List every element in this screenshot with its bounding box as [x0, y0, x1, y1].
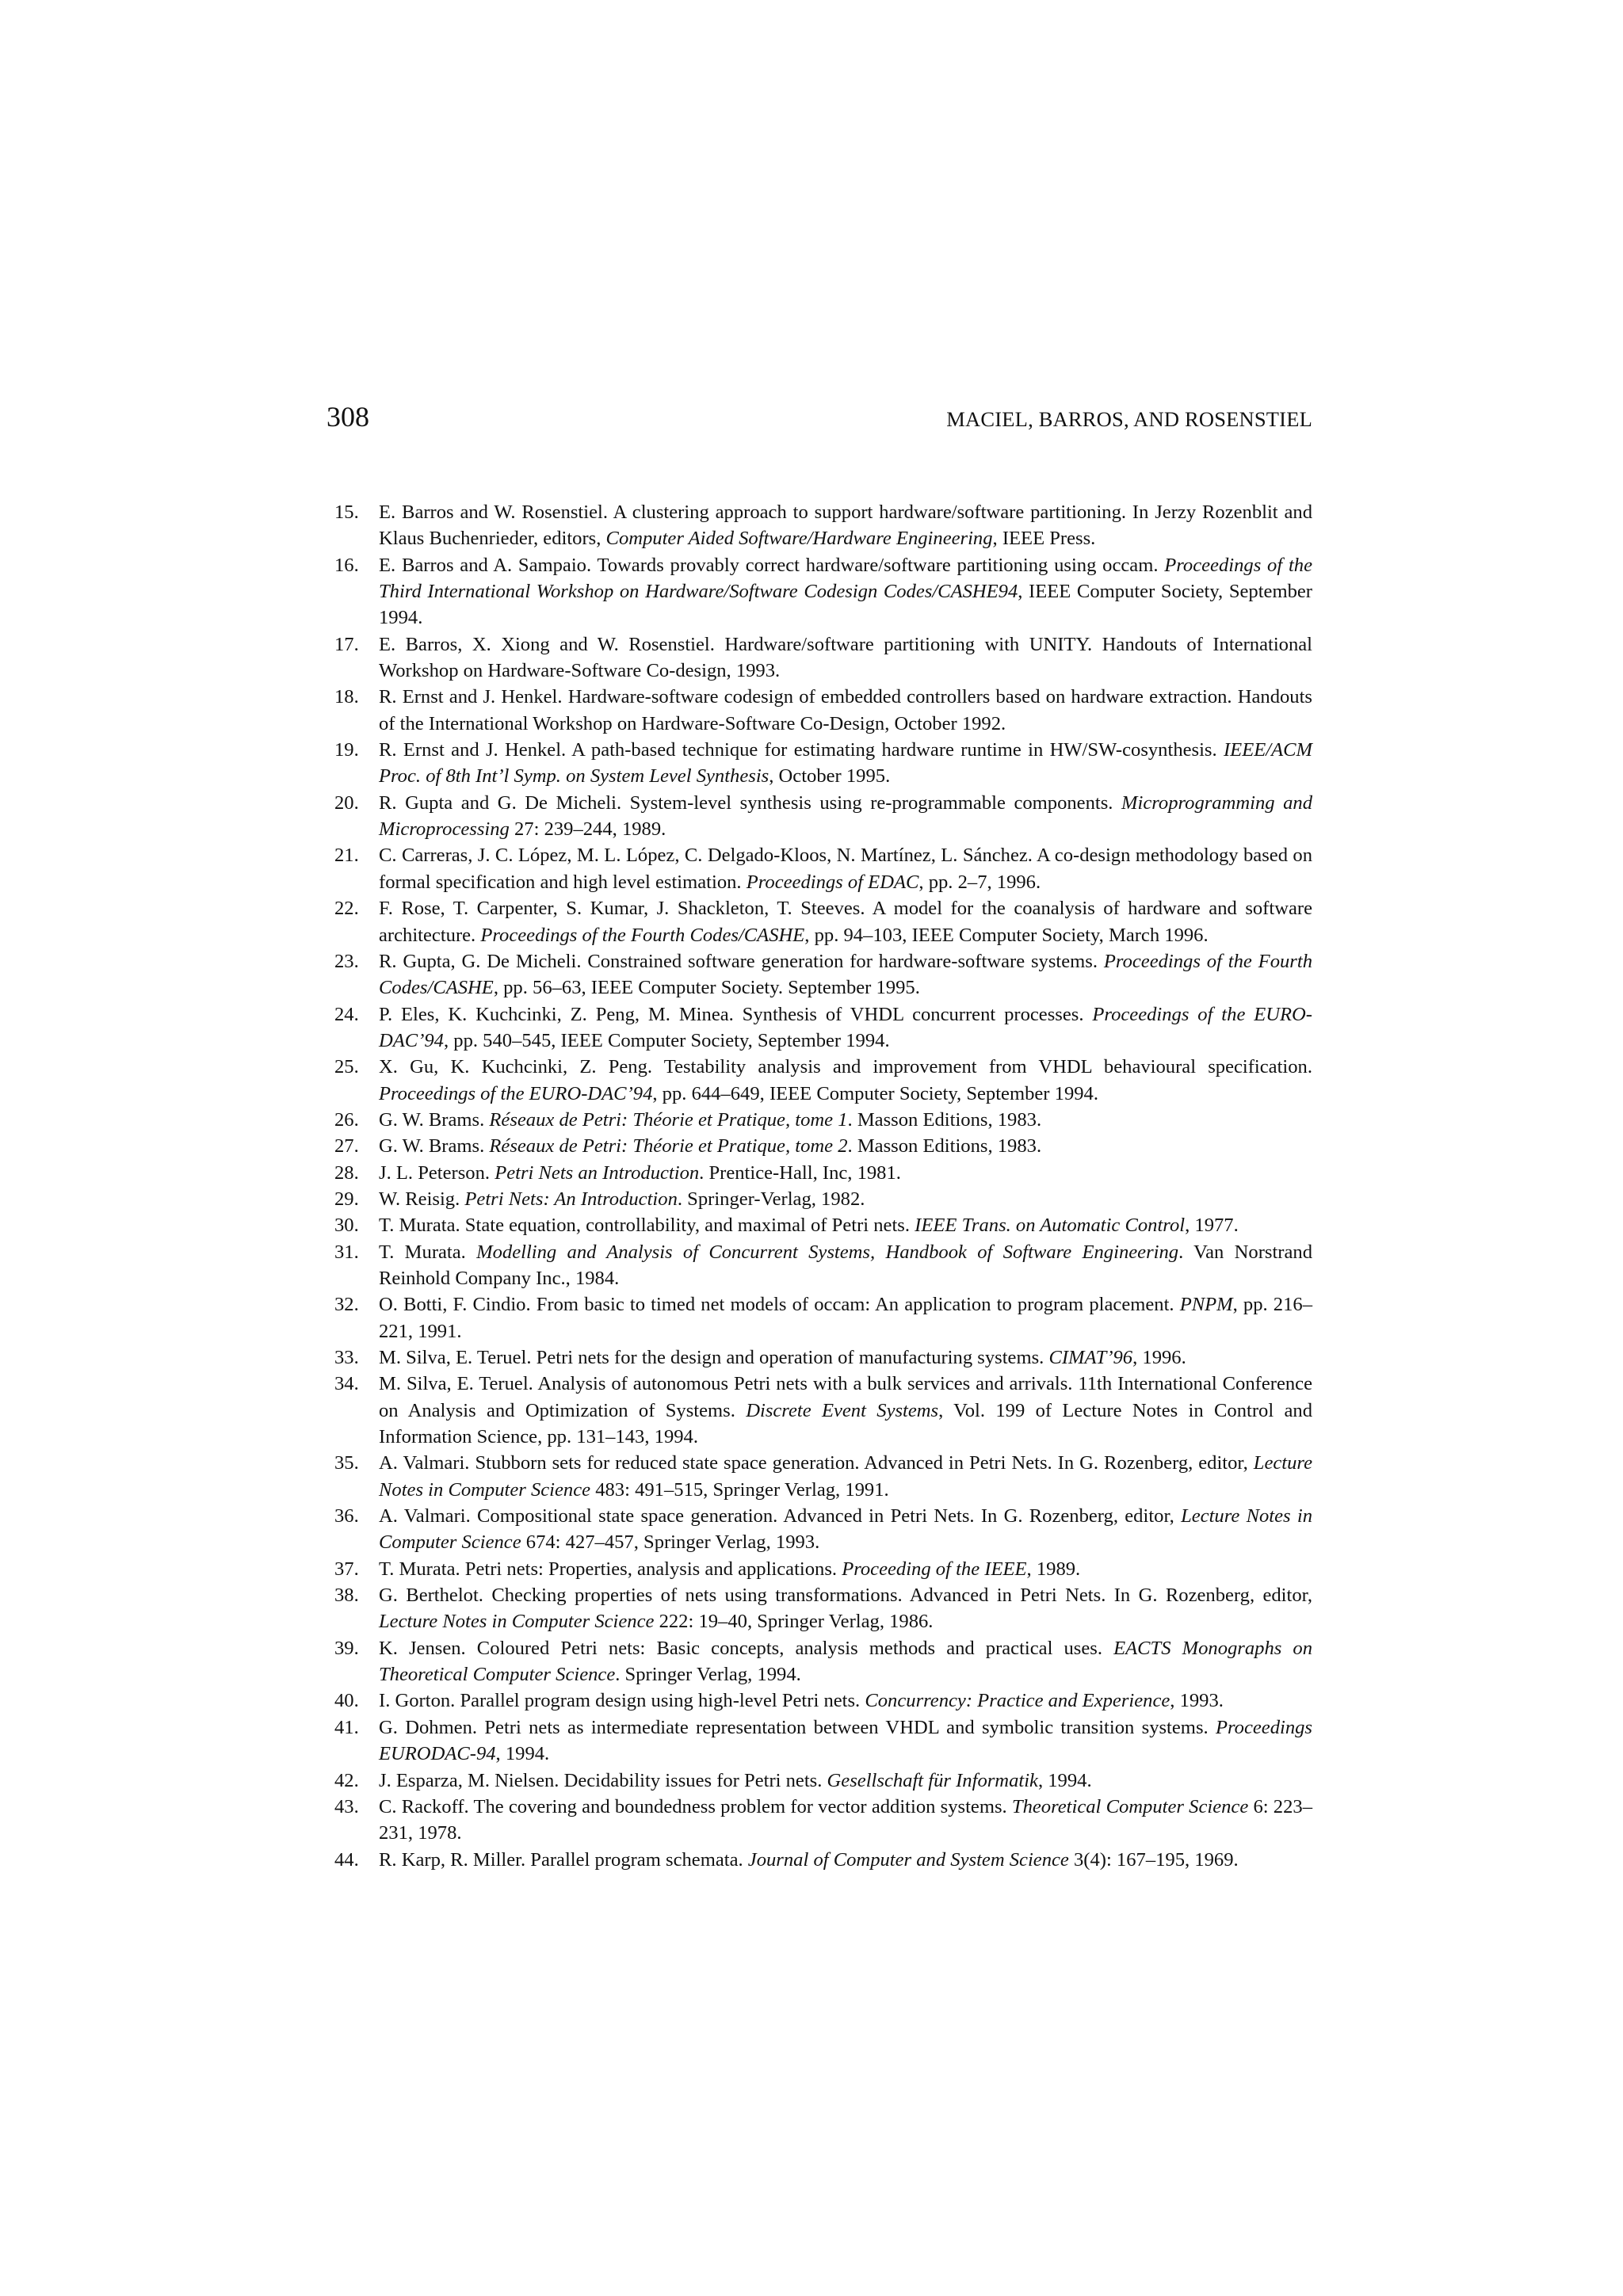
reference-text: A. Valmari. Compositional state space generation. Advanced in Petri Nets. In G. Rozenberg, editor,	[379, 1505, 1182, 1527]
reference-item	[334, 737, 1312, 790]
reference-text: I. Gorton. Parallel program design using high-level Petri nets.	[379, 1690, 865, 1712]
reference-item	[334, 790, 1312, 843]
reference-title-italic: Proceedings of the Third International Workshop on Hardware/Software Codesign Codes/CASHE94	[379, 554, 1312, 603]
reference-item	[334, 631, 1312, 685]
reference-number: 22.	[334, 898, 359, 920]
running-head	[327, 401, 1312, 441]
reference-title-italic: Proceedings of the Fourth Codes/CASHE	[379, 950, 1312, 999]
reference-number: 26.	[334, 1108, 359, 1131]
reference-text: O. Botti, F. Cindio. From basic to timed net models of occam: An application to program placement.	[379, 1294, 1180, 1316]
reference-text: J. L. Peterson.	[379, 1161, 495, 1184]
reference-number: 27.	[334, 1135, 359, 1158]
reference-number: 34.	[334, 1373, 359, 1395]
reference-number: 29.	[334, 1188, 359, 1210]
reference-text: F. Rose, T. Carpenter, S. Kumar, J. Shackleton, T. Steeves. A model for the coanalysis of hardware and software architecture.	[379, 898, 1312, 946]
reference-text: C. Carreras, J. C. López, M. L. López, C. Delgado-Kloos, N. Martínez, L. Sánchez. A co-design methodology based on formal specification and high level estimation.	[379, 845, 1312, 893]
reference-text: G. Dohmen. Petri nets as intermediate representation between VHDL and symbolic transition systems.	[379, 1716, 1216, 1738]
reference-number: 17.	[334, 633, 359, 655]
reference-item	[334, 1794, 1312, 1847]
reference-number: 42.	[334, 1769, 359, 1791]
reference-item	[334, 1768, 1312, 1794]
reference-title-italic: Proceedings of the EURO-DAC’94	[379, 1082, 653, 1104]
reference-text: , pp. 644–649, IEEE Computer Society, September 1994.	[652, 1082, 1098, 1104]
reference-text: 6: 223–231, 1978.	[379, 1795, 1312, 1844]
reference-text: P. Eles, K. Kuchcinki, Z. Peng, M. Minea. Synthesis of VHDL concurrent processes.	[379, 1003, 1093, 1025]
reference-text: . Masson Editions, 1983.	[847, 1108, 1042, 1131]
reference-text: T. Murata. Petri nets: Properties, analysis and applications.	[379, 1558, 842, 1580]
reference-item	[334, 1107, 1312, 1133]
reference-number: 33.	[334, 1347, 359, 1368]
reference-title-italic: Réseaux de Petri: Théorie et Pratique, tome 1	[489, 1108, 848, 1131]
reference-number: 18.	[334, 686, 359, 708]
reference-title-italic: Petri Nets an Introduction	[495, 1161, 700, 1184]
reference-item	[334, 1556, 1312, 1582]
reference-number: 40.	[334, 1690, 359, 1712]
reference-item	[334, 1847, 1312, 1873]
reference-text: , IEEE Press.	[992, 528, 1096, 550]
reference-text: W. Reisig.	[379, 1188, 465, 1210]
reference-number: 44.	[334, 1848, 359, 1871]
reference-text: G. W. Brams.	[379, 1135, 490, 1158]
reference-item	[334, 552, 1312, 631]
reference-item	[334, 1133, 1312, 1159]
reference-number: 24.	[334, 1003, 359, 1025]
reference-title-italic: Gesellschaft für Informatik	[827, 1769, 1038, 1791]
reference-item	[334, 1239, 1312, 1292]
reference-text: R. Karp, R. Miller. Parallel program schemata.	[379, 1848, 748, 1871]
reference-title-italic: IEEE Trans. on Automatic Control	[915, 1215, 1186, 1237]
reference-title-italic: Discrete Event Systems	[746, 1399, 939, 1421]
reference-text: E. Barros and W. Rosenstiel. A clustering approach to support hardware/software partitioning. In Jerzy Rozenblit and Klaus Buchenrieder, editors,	[379, 502, 1312, 550]
reference-title-italic: Computer Aided Software/Hardware Engineering	[605, 528, 993, 550]
reference-number: 32.	[334, 1294, 359, 1316]
reference-text: , pp. 94–103, IEEE Computer Society, March 1996.	[804, 924, 1209, 946]
reference-title-italic: Proceedings of the Fourth Codes/CASHE	[480, 924, 805, 946]
reference-text: . Springer Verlag, 1994.	[615, 1664, 801, 1686]
reference-text: , 1996.	[1132, 1347, 1186, 1368]
reference-number: 37.	[334, 1558, 359, 1580]
reference-title-italic: Proceeding of the IEEE	[842, 1558, 1027, 1580]
reference-number: 16.	[334, 554, 359, 576]
reference-text: , 1989.	[1026, 1558, 1081, 1580]
reference-text: , pp. 56–63, IEEE Computer Society. September 1995.	[493, 977, 920, 999]
reference-item	[334, 1450, 1312, 1503]
reference-item	[334, 1635, 1312, 1688]
reference-title-italic: Theoretical Computer Science	[1011, 1795, 1249, 1817]
reference-text: , Vol. 199 of Lecture Notes in Control and Information Science, pp. 131–143, 1994.	[379, 1399, 1312, 1448]
reference-title-italic: CIMAT’96	[1048, 1347, 1133, 1368]
reference-item	[334, 1344, 1312, 1371]
reference-item	[334, 1001, 1312, 1055]
reference-text: 3(4): 167–195, 1969.	[1068, 1848, 1239, 1871]
reference-item	[334, 684, 1312, 737]
reference-item	[334, 1212, 1312, 1238]
reference-item	[334, 1582, 1312, 1635]
reference-title-italic: EACTS Monographs on Theoretical Computer Science	[379, 1637, 1312, 1686]
reference-number: 25.	[334, 1056, 359, 1078]
reference-text: A. Valmari. Stubborn sets for reduced state space generation. Advanced in Petri Nets. In G. Rozenberg, editor,	[379, 1452, 1254, 1474]
reference-item	[334, 499, 1312, 552]
reference-text: E. Barros and A. Sampaio. Towards provably correct hardware/software partitioning using occam.	[379, 554, 1165, 576]
reference-title-italic: Microprogramming and Microprocessing	[379, 791, 1312, 841]
reference-title-italic: Proceedings of EDAC	[746, 871, 919, 893]
reference-text: M. Silva, E. Teruel. Analysis of autonomous Petri nets with a bulk services and arrivals. 11th International Conference on Analysis and Optimization of Systems.	[379, 1373, 1312, 1421]
reference-number: 23.	[334, 950, 359, 972]
reference-text: 483: 491–515, Springer Verlag, 1991.	[590, 1478, 889, 1501]
reference-text: 674: 427–457, Springer Verlag, 1993.	[521, 1531, 820, 1554]
reference-text: 27: 239–244, 1989.	[509, 818, 666, 841]
reference-number: 21.	[334, 845, 359, 867]
reference-item	[334, 1291, 1312, 1344]
reference-title-italic: IEEE/ACM Proc. of 8th Int’l Symp. on System Level Synthesis	[379, 739, 1312, 788]
reference-number: 30.	[334, 1215, 359, 1237]
reference-text: J. Esparza, M. Nielsen. Decidability issues for Petri nets.	[379, 1769, 827, 1791]
reference-text: , 1994.	[495, 1743, 550, 1765]
reference-number: 41.	[334, 1716, 359, 1738]
running-title: MACIEL, BARROS, AND ROSENSTIEL	[946, 407, 1312, 431]
reference-text: , IEEE Computer Society, September 1994.	[379, 581, 1312, 629]
reference-list	[334, 499, 1312, 1873]
reference-number: 20.	[334, 791, 359, 814]
reference-item	[334, 1371, 1312, 1450]
reference-text: X. Gu, K. Kuchcinki, Z. Peng. Testability analysis and improvement from VHDL behavioural specification.	[379, 1056, 1312, 1078]
reference-item	[334, 1160, 1312, 1186]
reference-number: 19.	[334, 739, 359, 761]
page-number: 308	[327, 401, 369, 433]
reference-item	[334, 1714, 1312, 1768]
reference-number: 36.	[334, 1505, 359, 1527]
reference-text: R. Gupta, G. De Micheli. Constrained software generation for hardware-software systems.	[379, 950, 1104, 972]
reference-text: K. Jensen. Coloured Petri nets: Basic concepts, analysis methods and practical uses.	[379, 1637, 1114, 1659]
reference-title-italic: Proceedings of the EURO-DAC’94	[379, 1003, 1313, 1051]
reference-item	[334, 1503, 1312, 1556]
reference-text: , pp. 2–7, 1996.	[918, 871, 1041, 893]
reference-number: 31.	[334, 1241, 359, 1263]
reference-title-italic: Lecture Notes in Computer Science	[379, 1452, 1312, 1501]
reference-item	[334, 842, 1312, 895]
reference-title-italic: Proceedings EURODAC-94	[379, 1716, 1312, 1765]
reference-item	[334, 1186, 1312, 1212]
reference-text: 222: 19–40, Springer Verlag, 1986.	[654, 1611, 934, 1633]
reference-text: . Van Norstrand Reinhold Company Inc., 1984.	[379, 1241, 1312, 1289]
reference-text: . Prentice-Hall, Inc, 1981.	[699, 1161, 901, 1184]
reference-number: 39.	[334, 1637, 359, 1659]
reference-text: M. Silva, E. Teruel. Petri nets for the design and operation of manufacturing systems.	[379, 1347, 1049, 1368]
reference-number: 28.	[334, 1161, 359, 1184]
reference-text: C. Rackoff. The covering and boundedness problem for vector addition systems.	[379, 1795, 1012, 1817]
reference-title-italic: PNPM	[1179, 1294, 1233, 1316]
reference-item	[334, 1688, 1312, 1714]
reference-text: R. Ernst and J. Henkel. Hardware-software codesign of embedded controllers based on hardware extraction. Handouts of the International Workshop on Hardware-Software Co-Design, October 1992.	[379, 686, 1312, 734]
reference-item	[334, 895, 1312, 948]
reference-text: G. W. Brams.	[379, 1108, 490, 1131]
reference-text: . Masson Editions, 1983.	[847, 1135, 1042, 1158]
reference-text: . Springer-Verlag, 1982.	[677, 1188, 865, 1210]
reference-text: T. Murata. State equation, controllability, and maximal of Petri nets.	[379, 1215, 915, 1237]
reference-number: 43.	[334, 1795, 359, 1817]
reference-number: 38.	[334, 1585, 359, 1607]
reference-title-italic: Lecture Notes in Computer Science	[379, 1611, 655, 1633]
reference-text: , 1994.	[1037, 1769, 1092, 1791]
reference-title-italic: Modelling and Analysis of Concurrent Systems, Handbook of Software Engineering	[476, 1241, 1179, 1263]
reference-text: E. Barros, X. Xiong and W. Rosenstiel. Hardware/software partitioning with UNITY. Handouts of International Workshop on Hardware-Software Co-design, 1993.	[379, 633, 1312, 682]
reference-text: , pp. 216–221, 1991.	[379, 1294, 1312, 1342]
reference-number: 15.	[334, 502, 359, 523]
reference-number: 35.	[334, 1452, 359, 1474]
reference-title-italic: Lecture Notes in Computer Science	[379, 1505, 1312, 1554]
reference-text: , 1977.	[1185, 1215, 1239, 1237]
reference-text: , 1993.	[1170, 1690, 1224, 1712]
reference-title-italic: Petri Nets: An Introduction	[464, 1188, 678, 1210]
reference-item	[334, 1054, 1312, 1107]
reference-text: , October 1995.	[769, 765, 891, 788]
reference-text: , pp. 540–545, IEEE Computer Society, September 1994.	[443, 1029, 890, 1051]
reference-item	[334, 948, 1312, 1001]
reference-text: T. Murata.	[379, 1241, 477, 1263]
reference-text: R. Gupta and G. De Micheli. System-level synthesis using re-programmable components.	[379, 791, 1121, 814]
reference-title-italic: Journal of Computer and System Science	[747, 1848, 1069, 1871]
reference-text: R. Ernst and J. Henkel. A path-based technique for estimating hardware runtime in HW/SW-cosynthesis.	[379, 739, 1224, 761]
reference-title-italic: Réseaux de Petri: Théorie et Pratique, tome 2	[489, 1135, 848, 1158]
reference-text: G. Berthelot. Checking properties of nets using transformations. Advanced in Petri Nets. In G. Rozenberg, editor,	[379, 1585, 1312, 1607]
reference-title-italic: Concurrency: Practice and Experience	[865, 1690, 1170, 1712]
